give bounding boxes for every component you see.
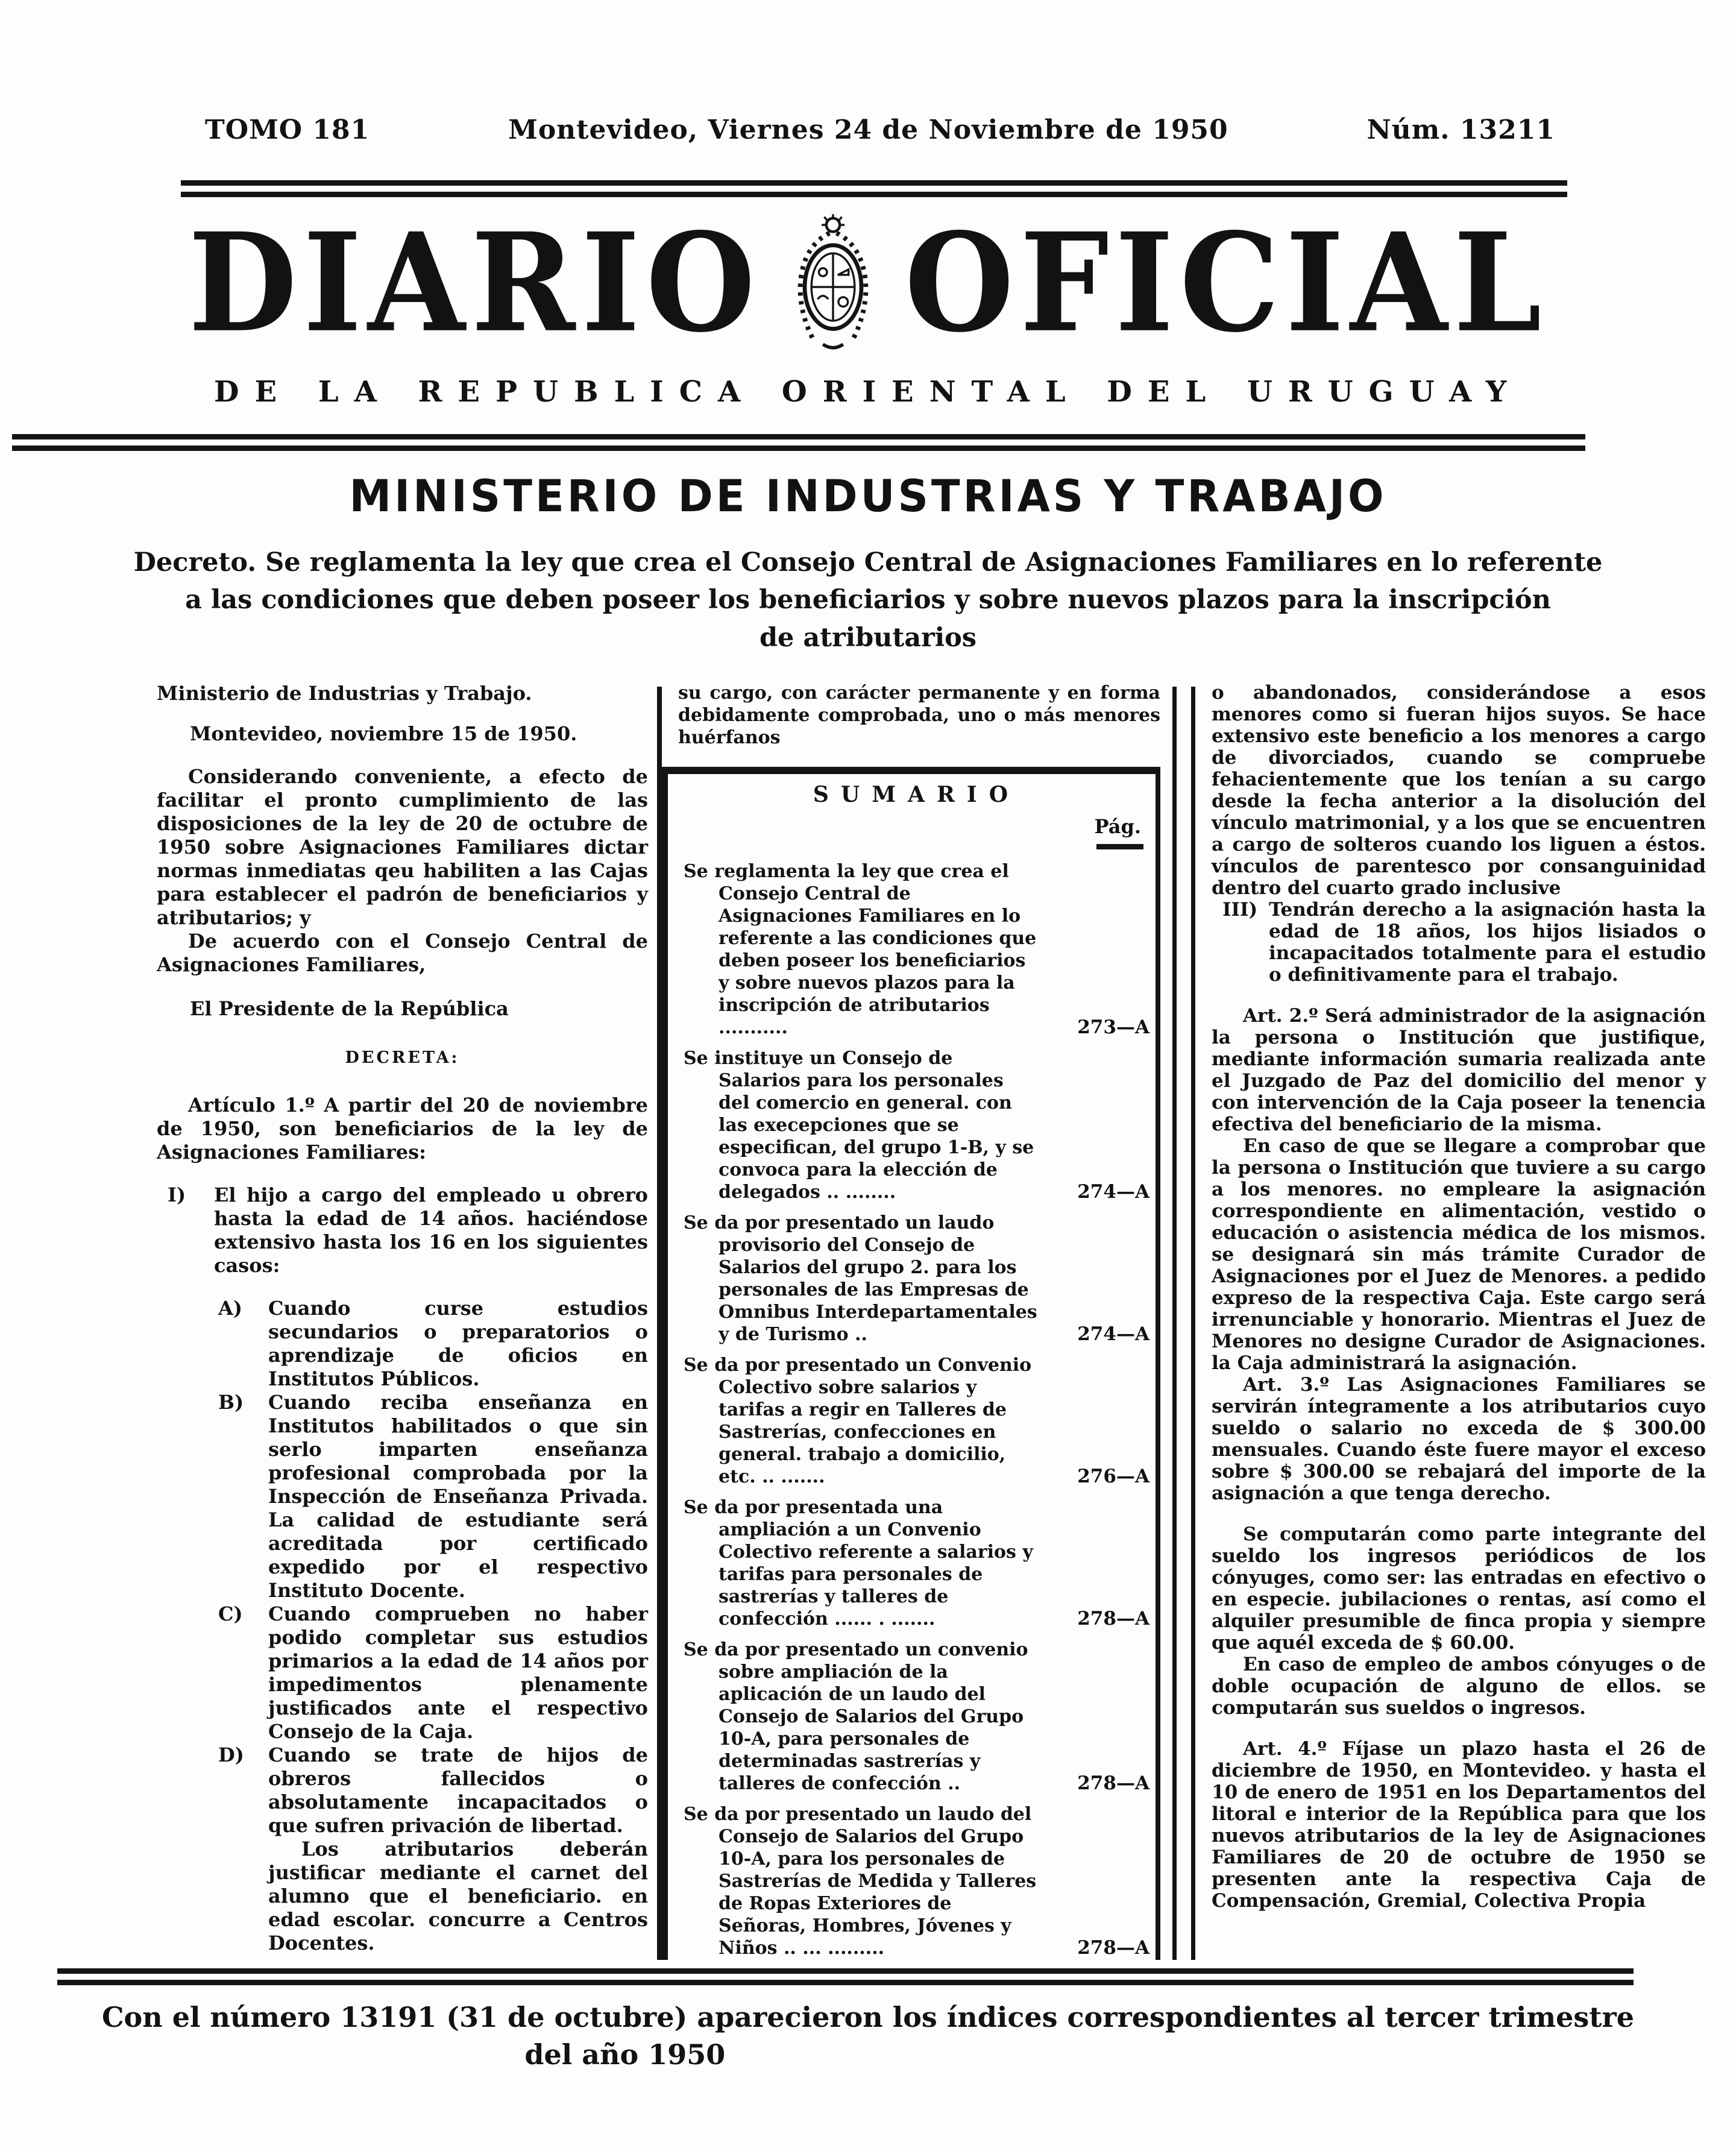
page-header <box>205 115 1555 145</box>
sumario-page-ref: 273—A <box>1077 1016 1149 1039</box>
tomo-label: TOMO 181 <box>205 115 370 145</box>
sumario-page-ref: 276—A <box>1077 1466 1149 1488</box>
sumario-entry: Se reglamenta la ley que crea el Consejo Central de Asignaciones Familiares en lo referente a las condiciones que deben poseer los beneficiarios y sobre nuevos plazos para la inscripción de atributarios ........... 273—A <box>684 861 1149 1039</box>
header-divider <box>181 180 1567 197</box>
masthead-word-right: OFICIAL <box>904 203 1548 363</box>
text-block-para: En caso de que se llegare a comprobar que la persona o Institución que tuviere a su cargo a los menores. no empleare la asignación correspondiente en alimentación, vestido o educación o asistencia médica de los mismos. se designará sin más trámite Curador de Asignaciones por el Juez de Menores. a pedido expreso de la respectiva Caja. Este cargo será irrenunciable y honorario. Mientras el Juez de Menores no designe Curador de Asignaciones. la Caja administrará la asignación. <box>1212 1135 1706 1375</box>
text-block-item2: B) Cuando reciba enseñanza en Institutos habilitados o que sin serlo imparten enseñanza profesional comprobada por la Inspección de Enseñanza Privada. La calidad de estudiante será acreditada por certificado expedido por el respectivo Instituto Docente. <box>218 1391 648 1602</box>
masthead-subtitle: DE LA REPUBLICA ORIENTAL DEL URUGUAY <box>213 375 1523 409</box>
decree-headline-line: Decreto. Se reglamenta la ley que crea el Consejo Central de Asignaciones Familiares en lo referente <box>133 547 1603 578</box>
text-block-para: Considerando conveniente, a efecto de facilitar el pronto cumplimiento de las disposiciones de la ley de 20 de octubre de 1950 sobre Asignaciones Familiares dictar normas inmediatas qeu habiliten a las Cajas para establecer el padrón de beneficiarios y atributarios; y <box>157 765 648 930</box>
sumario-page-ref: 274—A <box>1077 1181 1149 1203</box>
masthead-title <box>0 203 1736 363</box>
item-label: B) <box>218 1391 244 1414</box>
text-block-decreta: DECRETA: <box>345 1048 460 1068</box>
item-label: I) <box>168 1183 186 1207</box>
text-block-item2: A) Cuando curse estudios secundarios o preparatorios o aprendizaje de oficios en Institutos Públicos. <box>218 1297 648 1391</box>
column-divider <box>1172 687 1177 1960</box>
text-block-para: Artículo 1.º A partir del 20 de noviembre de 1950, son beneficiarios de la ley de Asignaciones Familiares: <box>157 1094 648 1164</box>
item-label: C) <box>218 1602 243 1626</box>
ministry-heading: MINISTERIO DE INDUSTRIAS Y TRABAJO <box>349 470 1387 523</box>
item-label: A) <box>218 1297 242 1320</box>
text-block-item2: D) Cuando se trate de hijos de obreros fallecidos o absolutamente incapacitados o que sufren privación de libertad. <box>218 1743 648 1838</box>
footer-divider <box>57 1968 1634 1985</box>
item-label: D) <box>218 1743 244 1767</box>
issue-number: Núm. 13211 <box>1366 115 1555 145</box>
continuation-paragraph: su cargo, con carácter permanente y en forma debidamente comprobada, uno o más menores huérfanos <box>678 682 1160 749</box>
sumario-title: SUMARIO <box>813 782 1021 808</box>
sumario-entry: Se da por presentado un laudo del Consejo de Salarios del Grupo 10-A, para los personales de Sastrerías de Medida y Talleres de Ropas Exteriores de Señoras, Hombres, Jóvenes y Niños .. ... ......... 278—A <box>684 1804 1149 1959</box>
column-divider <box>1191 687 1195 1960</box>
sumario-page-label: Pág. <box>1094 815 1141 839</box>
middle-column <box>678 682 1160 1960</box>
sumario-page-dash <box>1096 844 1143 849</box>
text-block-item1: I) El hijo a cargo del empleado u obrero hasta la edad de 14 años. haciéndose extensivo hasta los 16 en los siguientes casos: <box>168 1183 648 1277</box>
text-block-para: Art. 2.º Será administrador de la asignación la persona o Institución que justifique, mediante información sumaria realizada ante el Juzgado de Paz del domicilio del menor y con intervención de la Caja poseer la tenencia efectiva del beneficiario de la misma. <box>1212 1005 1706 1136</box>
text-block-head: Ministerio de Industrias y Trabajo. <box>157 682 532 705</box>
decree-headline-line: a las condiciones que deben poseer los beneficiarios y sobre nuevos plazos para la inscripción <box>185 585 1551 616</box>
text-block-para: Art. 3.º Las Asignaciones Familiares se servirán íntegramente a los atributarios cuyo sueldo o salario no exceda de $ 300.00 mensuales. Cuando éste fuere mayor el exceso sobre $ 300.00 se rebajará del importe de la asignación a que tenga derecho. <box>1212 1374 1706 1505</box>
right-column <box>1212 682 1706 1912</box>
text-block-date: Montevideo, noviembre 15 de 1950. <box>190 722 577 746</box>
uruguay-coat-of-arms-icon <box>782 213 884 354</box>
body-columns <box>0 682 1736 1960</box>
footer-note-line2: del año 1950 <box>524 2038 726 2071</box>
sumario-entry: Se da por presentado un convenio sobre ampliación de la aplicación de un laudo del Consejo de Salarios del Grupo 10-A, para personales de determinadas sastrerías y talleres de confección .. 278—A <box>684 1639 1149 1795</box>
sumario-entry: Se da por presentada una ampliación a un Convenio Colectivo referente a salarios y tarifas para personales de sastrerías y talleres de confección ...... . ....... 278—A <box>684 1497 1149 1630</box>
text-block-para_sp: El Presidente de la República <box>190 997 509 1021</box>
sumario-entry: Se da por presentado un laudo provisorio del Consejo de Salarios del grupo 2. para los personales de las Empresas de Omnibus Interdepartamentales y de Turismo .. 274—A <box>684 1212 1149 1346</box>
sumario-box <box>661 767 1160 1960</box>
masthead-word-left: DIARIO <box>188 203 761 363</box>
text-block-item2cont: Los atributarios deberán justificar mediante el carnet del alumno que el beneficiario. en edad escolar. concurre a Centros Docentes. <box>268 1838 648 1955</box>
text-block-para: Art. 4.º Fíjase un plazo hasta el 26 de diciembre de 1950, en Montevideo. y hasta el 10 de enero de 1951 en los Departamentos del litoral e interior de la República para que los nuevos atributarios de la ley de Asignaciones Familiares de 20 de octubre de 1950 se presenten ante la respectiva Caja de Compensación, Gremial, Colectiva Propia <box>1212 1738 1706 1912</box>
footer-note-line1: Con el número 13191 (31 de octubre) aparecieron los índices correspondientes al tercer trimestre <box>101 2001 1635 2034</box>
sumario-page-ref: 278—A <box>1077 1772 1149 1795</box>
item-label: III) <box>1222 899 1258 921</box>
sumario-page-ref: 274—A <box>1077 1323 1149 1346</box>
sumario-entries <box>684 860 1149 1960</box>
decree-headline-line: de atributarios <box>759 622 977 653</box>
text-block-item1: III) Tendrán derecho a la asignación hasta la edad de 18 años, los hijos lisiados o incapacitados totalmente para el estudio o definitivamente para el trabajo. <box>1222 899 1706 986</box>
text-block-cont: o abandonados, considerándose a esos menores como si fueran hijos suyos. Se hace extensivo este beneficio a los menores a cargo de divorciados, cuando se compruebe fehacientemente que los tenían a su cargo desde la fecha anterior a la disolución del vínculo matrimonial, y a los que se encuentren a cargo de solteros cuando los liguen a éstos. vínculos de parentesco por consanguinidad dentro del cuarto grado inclusive <box>1212 682 1706 899</box>
dateline: Montevideo, Viernes 24 de Noviembre de 1950 <box>508 115 1228 145</box>
sumario-page-ref: 278—A <box>1077 1937 1149 1959</box>
sumario-page-ref: 278—A <box>1077 1608 1149 1630</box>
decree-headline <box>0 544 1736 657</box>
text-block-para: Se computarán como parte integrante del sueldo los ingresos periódicos de los cónyuges, como ser: las entradas en efectivo o en especie. jubilaciones o rentas, así como el alquiler presumible de finca propia y siempre que aquél exceda de $ 60.00. <box>1212 1523 1706 1654</box>
left-column <box>157 682 648 1960</box>
text-block-para: De acuerdo con el Consejo Central de Asignaciones Familiares, <box>157 930 648 977</box>
sumario-entry: Se instituye un Consejo de Salarios para los personales del comercio en general. con las execepciones que se especifican, del grupo 1-B, y se convoca para la elección de delegados .. ........ 274—A <box>684 1048 1149 1203</box>
text-block-para: En caso de empleo de ambos cónyuges o de doble ocupación de alguno de ellos. se computarán sus sueldos o ingresos. <box>1212 1654 1706 1719</box>
masthead-divider <box>12 434 1585 451</box>
text-block-item2: C) Cuando comprueben no haber podido completar sus estudios primarios a la edad de 14 años por impedimentos plenamente justificados ante el respectivo Consejo de la Caja. <box>218 1602 648 1743</box>
sumario-entry: Se da por presentado un Convenio Colectivo sobre salarios y tarifas a regir en Talleres de Sastrerías, confecciones en general. trabajo a domicilio, etc. .. ....... 276—A <box>684 1355 1149 1488</box>
